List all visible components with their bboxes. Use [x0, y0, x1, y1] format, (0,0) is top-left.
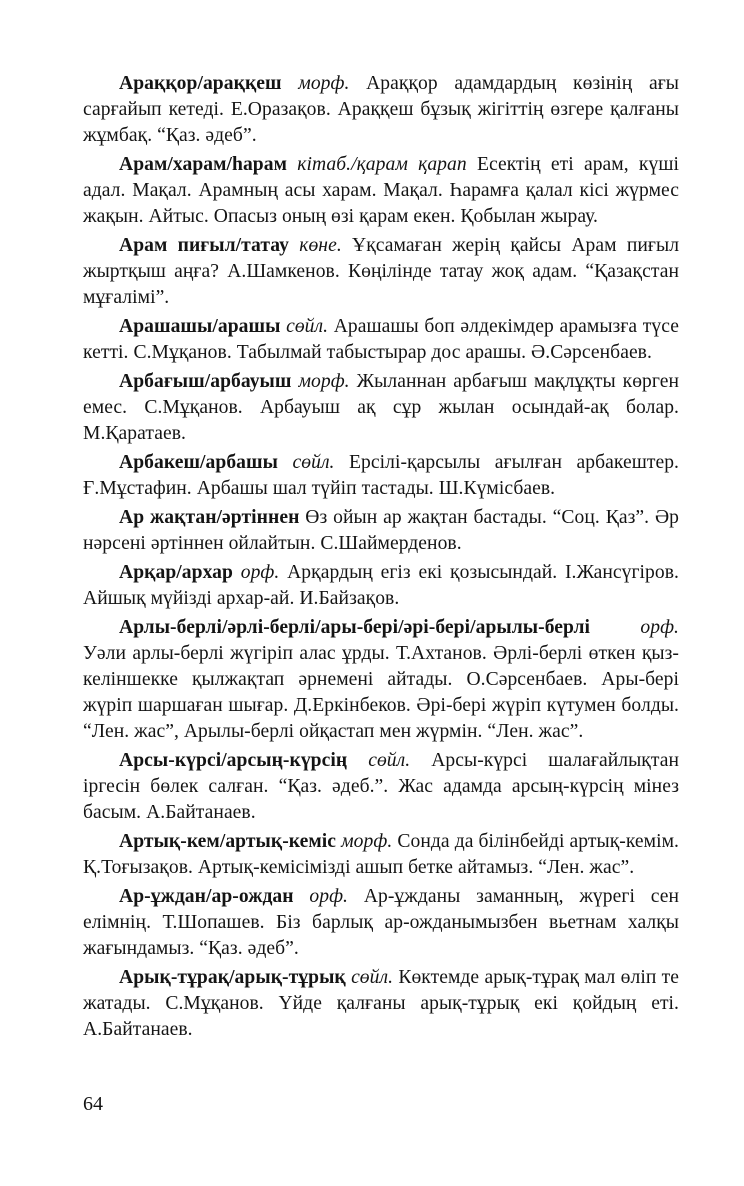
dictionary-entry — [83, 152, 679, 230]
entry-label: морф. — [298, 371, 350, 392]
dictionary-entry — [83, 233, 679, 311]
entry-headword: Ар жақтан/әртіннен — [119, 507, 300, 528]
entry-text: Өз ойын ар жақтан бастады. “Соц. Қаз”. Әр нәрсені әртіннен ойлайтын. С.Шаймерденов. — [83, 507, 679, 554]
entry-label: сөйл. — [286, 316, 329, 337]
entry-text: Жыланнан арбағыш мақлұқты көрген емес. С.Мұқанов. Арбауыш ақ сұр жылан осындай-ақ болар. М.Қаратаев. — [83, 371, 679, 444]
entry-headword: Арбакеш/арбашы — [119, 452, 278, 473]
entry-headword: Арашашы/арашы — [119, 316, 281, 337]
entry-text: Арқардың егіз екі қозысындай. І.Жансүгіров. Айшық мүйізді архар-ай. И.Байзақов. — [83, 562, 679, 609]
dictionary-entry — [83, 314, 679, 366]
entry-headword: Ар-ұждан/ар-ождан — [119, 886, 294, 907]
dictionary-page — [83, 71, 679, 1046]
entry-text: Арсы-күрсі шалағайлықтан іргесін бөлек салған. “Қаз. әдеб.”. Жас адамда арсың-күрсің мінез басым. А.Байтанаев. — [83, 750, 680, 823]
entry-label: орф. — [640, 617, 679, 638]
entry-headword: Арқар/архар — [119, 562, 233, 583]
entry-headword: Арық-тұрақ/арық-тұрық — [119, 967, 346, 988]
entry-text: Көктемде арық-тұрақ мал өліп те жатады. С.Мұқанов. Үйде қалғаны арық-тұрық екі қойдың еті. А.Байтанаев. — [83, 967, 679, 1040]
entry-headword: Арсы-күрсі/арсың-күрсің — [119, 750, 348, 771]
dictionary-entry — [83, 965, 679, 1043]
dictionary-entry — [83, 884, 679, 962]
entry-text: Есектің еті арам, күші адал. Мақал. Арамның асы харам. Мақал. Һарамға қалал кісі жүрмес жақын. Айтыс. Опасыз оның өзі қарам екен. Қобылан жырау. — [83, 154, 679, 227]
page-number: 64 — [83, 1093, 103, 1115]
entry-text: Сонда да білінбейді артық-кемім. Қ.Тоғызақов. Артық-кемісімізді ашып бетке айтамыз. “Лен. жас”. — [83, 831, 680, 878]
entry-text: Уәли арлы-берлі жүгіріп алас ұрды. Т.Ахтанов. Әрлі-берлі өткен қыз-келіншекке қылжақтап әрнемені айтады. О.Сәрсенбаев. Ары-бері жүріп шаршаған шығар. Д.Еркінбеков. Әрі-бері жүріп күтумен болды. “Лен. жас”, Арылы-берлі ойқастап мен жүрмін. “Лен. жас”. — [83, 643, 679, 742]
entry-headword: Арам/харам/һарам — [119, 154, 287, 175]
entry-label: орф. — [309, 886, 349, 907]
dictionary-entry — [83, 615, 679, 745]
entry-label: морф. — [298, 73, 350, 94]
dictionary-entry — [83, 450, 679, 502]
dictionary-entry — [83, 71, 679, 149]
entry-label: морф. — [341, 831, 393, 852]
entry-text: Ерсілі-қарсылы ағылған арбакештер. Ғ.Мұстафин. Арбашы шал түйіп тастады. Ш.Күмісбаев. — [83, 452, 679, 499]
entry-label: кітаб./қарам қарап — [297, 154, 467, 175]
entry-headword: Арбағыш/арбауыш — [119, 371, 292, 392]
entry-label: көне. — [299, 235, 342, 256]
entry-label: сөйл. — [351, 967, 394, 988]
entry-text: Ар-ұжданы заманның, жүрегі сен елімнің. Т.Шопашев. Біз барлық ар-ожданымызбен вьетнам халқы жағындамыз. “Қаз. әдеб”. — [83, 886, 679, 959]
entry-headword: Артық-кем/артық-кеміс — [119, 831, 337, 852]
entry-text: Ұқсамаған жерің қайсы Арам пиғыл жыртқыш аңға? А.Шамкенов. Көңілінде татау жоқ адам. “Қазақстан мұғалімі”. — [83, 235, 680, 308]
entry-headword: Араққор/араққеш — [119, 73, 282, 94]
dictionary-entry — [83, 560, 679, 612]
dictionary-entry — [83, 369, 679, 447]
entry-text: Арашашы боп әлдекімдер арамызға түсе кетті. С.Мұқанов. Табылмай табыстырар дос арашы. Ә.Сәрсенбаев. — [83, 316, 679, 363]
entry-text: Араққор адамдардың көзінің ағы сарғайып кетеді. Е.Оразақов. Араққеш бұзық жігіттің өзгере қалғаны жұмбақ. “Қаз. әдеб”. — [83, 73, 680, 146]
entry-label: орф. — [240, 562, 280, 583]
dictionary-entry — [83, 505, 679, 557]
entry-label: сөйл. — [292, 452, 335, 473]
entry-headword: Арлы-берлі/әрлі-берлі/ары-бері/әрі-бері/арылы-берлі — [119, 617, 591, 638]
entry-headword: Арам пиғыл/татау — [119, 235, 289, 256]
entry-label: сөйл. — [368, 750, 411, 771]
dictionary-entry — [83, 829, 679, 881]
dictionary-entry — [83, 748, 679, 826]
